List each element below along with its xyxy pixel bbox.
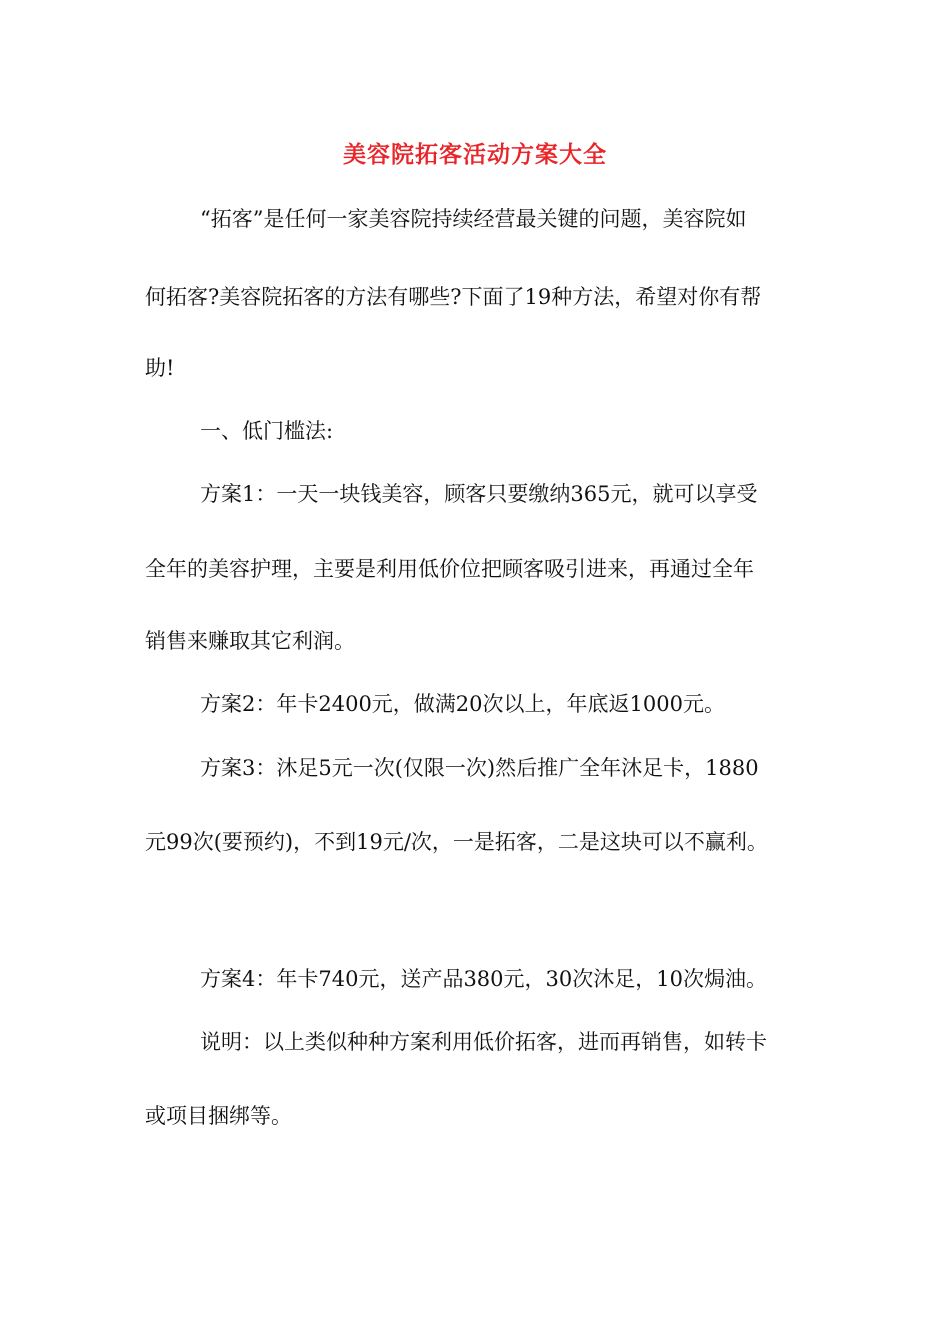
paragraph-intro-line-3: 助! [145,356,175,380]
section-heading-low-threshold: 一、低门槛法: [200,419,334,443]
plan-2-line: 方案2：年卡2400元，做满20次以上，年底返1000元。 [200,692,725,716]
plan-1-line-2: 全年的美容护理，主要是利用低价位把顾客吸引进来，再通过全年 [145,557,754,581]
plan-1-line-1: 方案1：一天一块钱美容，顾客只要缴纳365元，就可以享受 [200,482,758,506]
document-title: 美容院拓客活动方案大全 [343,141,607,168]
note-line-2: 或项目捆绑等。 [145,1104,292,1128]
paragraph-intro-line-2: 何拓客?美容院拓客的方法有哪些?下面了19种方法，希望对你有帮 [145,285,762,309]
plan-3-line-2: 元99次(要预约)，不到19元/次，一是拓客，二是这块可以不赢利。 [145,830,768,854]
paragraph-intro-line-1: “拓客”是任何一家美容院持续经营最关键的问题，美容院如 [200,207,747,231]
plan-1-line-3: 销售来赚取其它利润。 [145,629,355,653]
plan-4-line: 方案4：年卡740元，送产品380元，30次沐足，10次焗油。 [200,967,767,991]
note-line-1: 说明：以上类似种种方案利用低价拓客，进而再销售，如转卡 [200,1030,767,1054]
plan-3-line-1: 方案3：沐足5元一次(仅限一次)然后推广全年沐足卡，1880 [200,756,759,780]
